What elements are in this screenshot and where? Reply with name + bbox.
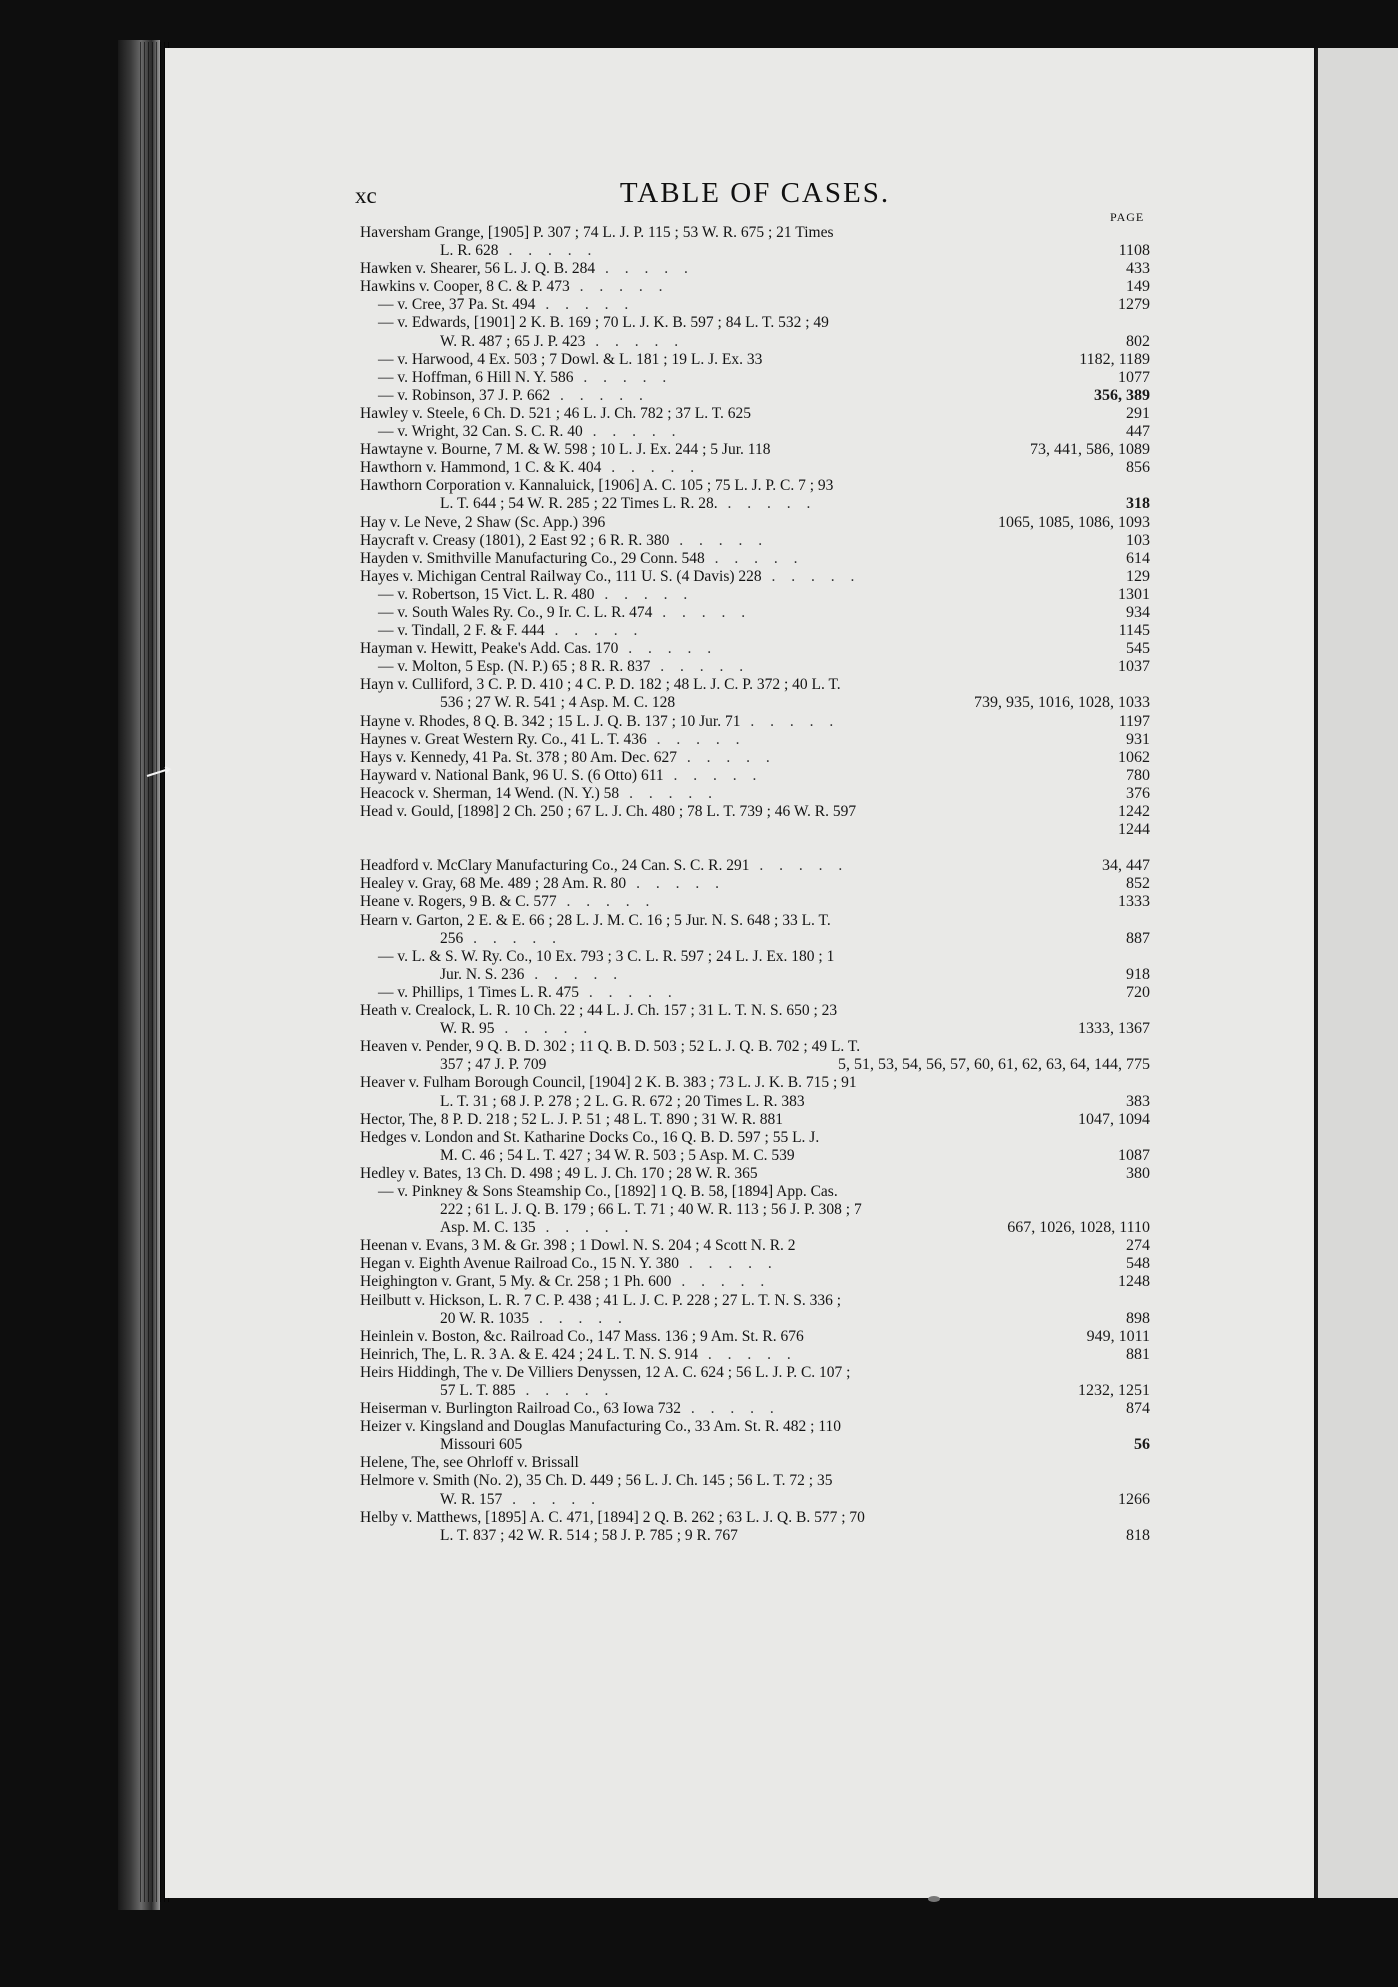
case-citation: — v. Robertson, 15 Vict. L. R. 480 . . . . . <box>378 585 694 603</box>
leader-dots: . . . . . <box>677 748 776 766</box>
page-reference: 1062 <box>1118 748 1150 766</box>
leader-dots: . . . . . <box>650 658 750 676</box>
case-citation: Hegan v. Eighth Avenue Railroad Co., 15 N. Y. 380 . . . . . <box>360 1255 778 1273</box>
page-reference: 1244 <box>1118 821 1150 839</box>
leader-dots: . . . . . <box>550 386 649 404</box>
leader-dots: . . . . . <box>535 1219 635 1237</box>
case-citation: 222 ; 61 L. J. Q. B. 179 ; 66 L. T. 71 ; 40 W. R. 113 ; 56 J. P. 308 ; 7 <box>440 1201 862 1219</box>
page-reference: 103 <box>1126 531 1150 549</box>
case-citation: Hawthorn Corporation v. Kannaluick, [1906] A. C. 105 ; 75 L. J. P. C. 7 ; 93 <box>360 477 834 495</box>
case-citation: Hector, The, 8 P. D. 218 ; 52 L. J. P. 51 ; 48 L. T. 890 ; 31 W. R. 881 <box>360 1110 784 1128</box>
case-citation: Heath v. Crealock, L. R. 10 Ch. 22 ; 44 L. J. Ch. 157 ; 31 L. T. N. S. 650 ; 23 <box>360 1002 838 1020</box>
leader-dots: . . . . . <box>749 857 849 875</box>
case-citation: L. R. 628 . . . . . <box>440 242 598 260</box>
folio-number: xc <box>355 183 377 208</box>
case-entry-line <box>360 1273 1150 1291</box>
case-entry-line <box>360 1472 1150 1490</box>
page-column-label: PAGE <box>1110 210 1145 224</box>
case-entry-line <box>360 1292 1150 1310</box>
case-entry-line <box>360 1527 1150 1545</box>
case-citation: L. T. 31 ; 68 J. P. 278 ; 2 L. G. R. 672 ; 20 Times L. R. 383 <box>440 1092 805 1110</box>
case-entry-line <box>360 568 1150 586</box>
case-entry-line <box>360 405 1150 423</box>
page-reference: 34, 447 <box>1102 857 1150 875</box>
page-reference: 874 <box>1126 1400 1150 1418</box>
scan-smudge <box>928 1896 940 1902</box>
page-reference: 447 <box>1126 423 1150 441</box>
case-entry-line <box>360 767 1150 785</box>
page-title: TABLE OF CASES. <box>619 177 891 209</box>
page-reference: 129 <box>1126 567 1150 585</box>
leader-dots: . . . . . <box>582 423 682 441</box>
page-reference: 380 <box>1126 1164 1150 1182</box>
case-citation: Hawkins v. Cooper, 8 C. & P. 473 . . . . . <box>360 278 669 296</box>
case-citation: — v. Pinkney & Sons Steamship Co., [1892] 1 Q. B. 58, [1894] App. Cas. <box>378 1182 838 1200</box>
leader-dots: . . . . . <box>585 332 685 350</box>
case-entry-line <box>360 1147 1150 1165</box>
case-citation: — v. Molton, 5 Esp. (N. P.) 65 ; 8 R. R. 837 . . . . . <box>378 658 750 676</box>
case-entry-line <box>360 803 1150 821</box>
leader-dots: . . . . . <box>669 531 769 549</box>
case-entry-line <box>360 586 1150 604</box>
page-reference: 1333 <box>1118 893 1150 911</box>
page-reference: 1197 <box>1118 712 1150 730</box>
case-entry-line <box>360 351 1150 369</box>
facing-page-edge <box>1318 48 1398 1898</box>
case-citation: Hedley v. Bates, 13 Ch. D. 498 ; 49 L. J. Ch. 170 ; 28 W. R. 365 <box>360 1164 758 1182</box>
page-reference: 1087 <box>1118 1146 1150 1164</box>
case-entry-line <box>360 1020 1150 1038</box>
leader-dots: . . . . . <box>671 1273 771 1291</box>
page-reference: 5, 51, 53, 54, 56, 57, 60, 61, 62, 63, 64, 144, 775 <box>838 1056 1150 1074</box>
leader-dots: . . . . . <box>463 929 562 947</box>
leader-dots: . . . . . <box>556 893 656 911</box>
page-reference: 1108 <box>1118 242 1150 260</box>
case-citation: Hayne v. Rhodes, 8 Q. B. 342 ; 15 L. J. Q. B. 137 ; 10 Jur. 71 . . . . . <box>360 712 840 730</box>
case-entry-line <box>360 1418 1150 1436</box>
case-entry-line <box>360 604 1150 622</box>
page-reference: 1248 <box>1118 1273 1150 1291</box>
case-citation: Heaver v. Fulham Borough Council, [1904] 2 K. B. 383 ; 73 L. J. K. B. 715 ; 91 <box>360 1074 857 1092</box>
case-citation: Heinrich, The, L. R. 3 A. & E. 424 ; 24 L. T. N. S. 914 . . . . . <box>360 1345 797 1363</box>
leader-dots: . . . . . <box>601 459 701 477</box>
page-reference: 291 <box>1126 404 1150 422</box>
case-entry-line <box>360 514 1150 532</box>
case-entry-line <box>360 1436 1150 1454</box>
leader-dots: . . . . . <box>619 784 718 802</box>
page-reference: 1242 <box>1118 803 1150 820</box>
page-reference: 934 <box>1126 603 1150 621</box>
case-entry-line <box>360 441 1150 459</box>
page-reference: 1037 <box>1118 658 1150 676</box>
leader-dots: . . . . . <box>595 260 694 278</box>
page-reference: 720 <box>1126 983 1150 1001</box>
case-entry-line <box>360 1400 1150 1418</box>
case-citation: Hayes v. Michigan Central Railway Co., 111 U. S. (4 Davis) 228 . . . . . <box>360 567 861 585</box>
case-entry-line <box>360 984 1150 1002</box>
case-citation: — v. L. & S. W. Ry. Co., 10 Ex. 793 ; 3 C. L. R. 597 ; 24 L. J. Ex. 180 ; 1 <box>378 947 835 965</box>
leader-dots: . . . . . <box>681 1400 780 1418</box>
page-reference: 1047, 1094 <box>1078 1110 1150 1128</box>
leader-dots: . . . . . <box>494 1020 594 1038</box>
page-reference: 1077 <box>1118 368 1150 386</box>
leader-dots: . . . . . <box>529 1309 628 1327</box>
leader-dots: . . . . . <box>502 1490 602 1508</box>
page-reference: 1232, 1251 <box>1078 1382 1150 1399</box>
case-entry-line <box>360 1074 1150 1092</box>
case-citation: Hawtayne v. Bourne, 7 M. & W. 598 ; 10 L. J. Ex. 244 ; 5 Jur. 118 <box>360 441 771 459</box>
page-reference: 780 <box>1126 766 1150 784</box>
case-citation: Hawthorn v. Hammond, 1 C. & K. 404 . . . . . <box>360 459 701 477</box>
case-entry-line <box>360 314 1150 332</box>
page-reference: 56 <box>1134 1436 1150 1454</box>
case-citation: 57 L. T. 885 . . . . . <box>440 1382 615 1399</box>
leader-dots: . . . . . <box>663 766 763 784</box>
spacer <box>360 839 1150 857</box>
page-reference: 614 <box>1126 549 1150 567</box>
case-citation: Head v. Gould, [1898] 2 Ch. 250 ; 67 L. J. Ch. 480 ; 78 L. T. 739 ; 46 W. R. 597 <box>360 803 857 820</box>
leader-dots: . . . . . <box>535 296 635 314</box>
case-citation: Heacock v. Sherman, 14 Wend. (N. Y.) 58 . . . . . <box>360 784 718 802</box>
page-reference: 545 <box>1126 640 1150 658</box>
case-citation: Jur. N. S. 236 . . . . . <box>440 965 624 983</box>
page-reference: 898 <box>1126 1309 1150 1327</box>
case-citation: Hays v. Kennedy, 41 Pa. St. 378 ; 80 Am. Dec. 627 . . . . . <box>360 748 776 766</box>
leader-dots: . . . . . <box>626 875 725 893</box>
case-citation: Heenan v. Evans, 3 M. & Gr. 398 ; 1 Dowl. N. S. 204 ; 4 Scott N. R. 2 <box>360 1237 796 1255</box>
page-reference: 356, 389 <box>1094 386 1150 404</box>
case-citation: Haycraft v. Creasy (1801), 2 East 92 ; 6 R. R. 380 . . . . . <box>360 531 769 549</box>
case-entry-line <box>360 1346 1150 1364</box>
page-reference: 1301 <box>1118 585 1150 603</box>
case-entry-line <box>360 1237 1150 1255</box>
case-citation: Hawley v. Steele, 6 Ch. D. 521 ; 46 L. J. Ch. 782 ; 37 L. T. 625 <box>360 404 752 422</box>
case-entry-line <box>360 369 1150 387</box>
case-citation: Asp. M. C. 135 . . . . . <box>440 1219 635 1237</box>
case-citation: Missouri 605 <box>440 1436 523 1454</box>
case-citation: — v. Phillips, 1 Times L. R. 475 . . . . . <box>378 983 678 1001</box>
case-citation: Healey v. Gray, 68 Me. 489 ; 28 Am. R. 80 . . . . . <box>360 875 725 893</box>
case-entry-line <box>360 1002 1150 1020</box>
case-citation: Heane v. Rogers, 9 B. & C. 577 . . . . . <box>360 893 656 911</box>
page-reference: 667, 1026, 1028, 1110 <box>1007 1219 1150 1237</box>
case-citation: Hayman v. Hewitt, Peake's Add. Cas. 170 . . . . . <box>360 640 718 658</box>
margin-mark-icon <box>145 766 175 778</box>
leader-dots: . . . . . <box>544 622 644 640</box>
page-reference: 318 <box>1126 495 1150 513</box>
case-entry-line <box>360 694 1150 712</box>
case-entry-line <box>360 857 1150 875</box>
page-reference: 802 <box>1126 332 1150 350</box>
case-entry-line <box>360 224 1150 242</box>
page-reference: 931 <box>1126 730 1150 748</box>
page-reference: 383 <box>1126 1092 1150 1110</box>
case-entry-line <box>360 1165 1150 1183</box>
case-citation: W. R. 487 ; 65 J. P. 423 . . . . . <box>440 332 685 350</box>
case-entry-line <box>360 893 1150 911</box>
case-citation: 357 ; 47 J. P. 709 <box>440 1056 547 1074</box>
page-reference: 1266 <box>1118 1490 1150 1508</box>
case-citation: — v. South Wales Ry. Co., 9 Ir. C. L. R. 474 . . . . . <box>378 603 752 621</box>
leader-dots: . . . . . <box>717 495 817 513</box>
case-entry-line <box>360 550 1150 568</box>
case-citation: Helmore v. Smith (No. 2), 35 Ch. D. 449 ; 56 L. J. Ch. 145 ; 56 L. T. 72 ; 35 <box>360 1472 833 1490</box>
case-entry-line <box>360 242 1150 260</box>
case-citation: Hedges v. London and St. Katharine Docks Co., 16 Q. B. D. 597 ; 55 L. J. <box>360 1128 820 1146</box>
case-entry-line <box>360 1129 1150 1147</box>
case-citation: 536 ; 27 W. R. 541 ; 4 Asp. M. C. 128 <box>440 694 676 712</box>
page-reference: 881 <box>1126 1345 1150 1363</box>
case-entry-line <box>360 640 1150 658</box>
case-citation: Heiserman v. Burlington Railroad Co., 63 Iowa 732 . . . . . <box>360 1400 780 1418</box>
case-citation: Heighington v. Grant, 5 My. & Cr. 258 ; 1 Ph. 600 . . . . . <box>360 1273 771 1291</box>
case-entry-line <box>360 1364 1150 1382</box>
case-citation: Heirs Hiddingh, The v. De Villiers Denyssen, 12 A. C. 624 ; 56 L. J. P. C. 107 ; <box>360 1363 851 1381</box>
page-reference: 149 <box>1126 278 1150 296</box>
page-reference: 739, 935, 1016, 1028, 1033 <box>974 694 1150 712</box>
page-reference: 852 <box>1126 875 1150 893</box>
case-entry-line <box>360 1509 1150 1527</box>
case-entry-line <box>360 387 1150 405</box>
case-entry-line <box>360 676 1150 694</box>
case-citation: Hearn v. Garton, 2 E. & E. 66 ; 28 L. J. M. C. 16 ; 5 Jur. N. S. 648 ; 33 L. T. <box>360 911 831 929</box>
case-citation: Hawken v. Shearer, 56 L. J. Q. B. 284 . . . . . <box>360 260 694 278</box>
cases-list <box>360 224 1150 1545</box>
case-citation: Headford v. McClary Manufacturing Co., 24 Can. S. C. R. 291 . . . . . <box>360 857 849 875</box>
case-entry-line <box>360 749 1150 767</box>
case-entry-line <box>360 930 1150 948</box>
case-citation: — v. Tindall, 2 F. & F. 444 . . . . . <box>378 622 644 640</box>
case-entry-line <box>360 875 1150 893</box>
case-citation: Helby v. Matthews, [1895] A. C. 471, [1894] 2 Q. B. 262 ; 63 L. J. Q. B. 577 ; 70 <box>360 1508 865 1526</box>
leader-dots: . . . . . <box>498 242 598 260</box>
case-entry-line <box>360 1310 1150 1328</box>
case-entry-line <box>360 713 1150 731</box>
case-entry-line <box>360 1111 1150 1129</box>
case-citation: Haversham Grange, [1905] P. 307 ; 74 L. J. P. 115 ; 53 W. R. 675 ; 21 Times <box>360 224 834 241</box>
page-reference: 1182, 1189 <box>1079 350 1150 368</box>
case-entry-line <box>360 912 1150 930</box>
page-reference: 1145 <box>1118 622 1150 640</box>
case-entry-line <box>360 1255 1150 1273</box>
page-reference: 73, 441, 586, 1089 <box>1030 441 1150 459</box>
case-citation: Hayn v. Culliford, 3 C. P. D. 410 ; 4 C. P. D. 182 ; 48 L. J. C. P. 372 ; 40 L. T. <box>360 676 841 694</box>
case-entry-line <box>360 1093 1150 1111</box>
case-citation: — v. Cree, 37 Pa. St. 494 . . . . . <box>378 296 635 314</box>
case-citation: Heilbutt v. Hickson, L. R. 7 C. P. 438 ; 41 L. J. C. P. 228 ; 27 L. T. N. S. 336 ; <box>360 1291 842 1309</box>
case-entry-line <box>360 821 1150 839</box>
case-entry-line <box>360 333 1150 351</box>
leader-dots: . . . . . <box>573 368 673 386</box>
leader-dots: . . . . . <box>618 640 718 658</box>
case-entry-line <box>360 1183 1150 1201</box>
leader-dots: . . . . . <box>524 965 624 983</box>
leader-dots: . . . . . <box>740 712 840 730</box>
case-citation: — v. Robinson, 37 J. P. 662 . . . . . <box>378 386 649 404</box>
page-reference: 274 <box>1126 1237 1150 1255</box>
case-citation: Hayward v. National Bank, 96 U. S. (6 Otto) 611 . . . . . <box>360 766 763 784</box>
case-entry-line <box>360 1382 1150 1400</box>
case-entry-line <box>360 948 1150 966</box>
leader-dots: . . . . . <box>679 1255 778 1273</box>
page-reference: 1279 <box>1118 296 1150 314</box>
running-head <box>355 175 1155 215</box>
case-entry-line <box>360 260 1150 278</box>
case-citation: 256 . . . . . <box>440 929 562 947</box>
case-entry-line <box>360 1056 1150 1074</box>
leader-dots: . . . . . <box>704 549 804 567</box>
case-entry-line <box>360 278 1150 296</box>
page-reference: 949, 1011 <box>1086 1327 1150 1345</box>
page-reference: 818 <box>1126 1526 1150 1544</box>
leader-dots: . . . . . <box>578 983 678 1001</box>
page-reference: 887 <box>1126 929 1150 947</box>
case-entry-line <box>360 1038 1150 1056</box>
case-citation: Hay v. Le Neve, 2 Shaw (Sc. App.) 396 <box>360 513 606 531</box>
page-reference: 433 <box>1126 260 1150 278</box>
leader-dots: . . . . . <box>646 730 746 748</box>
case-citation: Heaven v. Pender, 9 Q. B. D. 302 ; 11 Q. B. D. 503 ; 52 L. J. Q. B. 702 ; 49 L. T. <box>360 1038 861 1056</box>
case-citation: Helene, The, see Ohrloff v. Brissall <box>360 1454 579 1472</box>
leader-dots: . . . . . <box>697 1345 797 1363</box>
case-citation: L. T. 837 ; 42 W. R. 514 ; 58 J. P. 785 ; 9 R. 767 <box>440 1526 738 1544</box>
page-reference: 1333, 1367 <box>1078 1020 1150 1038</box>
case-citation: 20 W. R. 1035 . . . . . <box>440 1309 628 1327</box>
case-entry-line <box>360 731 1150 749</box>
case-entry-line <box>360 296 1150 314</box>
case-entry-line <box>360 532 1150 550</box>
case-entry-line <box>360 622 1150 640</box>
case-entry-line <box>360 423 1150 441</box>
case-entry-line <box>360 966 1150 984</box>
page-reference: 376 <box>1126 784 1150 802</box>
case-entry-line <box>360 495 1150 513</box>
case-entry-line <box>360 1219 1150 1237</box>
case-citation: W. R. 157 . . . . . <box>440 1490 602 1508</box>
case-entry-line <box>360 1328 1150 1346</box>
case-entry-line <box>360 1491 1150 1509</box>
page-reference: 548 <box>1126 1255 1150 1273</box>
case-citation: — v. Edwards, [1901] 2 K. B. 169 ; 70 L. J. K. B. 597 ; 84 L. T. 532 ; 49 <box>378 314 829 332</box>
case-citation: — v. Hoffman, 6 Hill N. Y. 586 . . . . . <box>378 368 673 386</box>
case-entry-line <box>360 785 1150 803</box>
case-entry-line <box>360 1201 1150 1219</box>
leader-dots: . . . . . <box>569 278 669 296</box>
page-reference: 1065, 1085, 1086, 1093 <box>998 513 1150 531</box>
case-citation: — v. Wright, 32 Can. S. C. R. 40 . . . . . <box>378 423 682 441</box>
case-citation: M. C. 46 ; 54 L. T. 427 ; 34 W. R. 503 ; 5 Asp. M. C. 539 <box>440 1146 795 1164</box>
case-citation: Heizer v. Kingsland and Douglas Manufacturing Co., 33 Am. St. R. 482 ; 110 <box>360 1418 842 1436</box>
leader-dots: . . . . . <box>652 603 752 621</box>
leader-dots: . . . . . <box>515 1382 615 1399</box>
case-entry-line <box>360 1454 1150 1472</box>
case-citation: W. R. 95 . . . . . <box>440 1020 594 1038</box>
case-citation: L. T. 644 ; 54 W. R. 285 ; 22 Times L. R. 28. . . . . . <box>440 495 817 513</box>
case-citation: Heinlein v. Boston, &c. Railroad Co., 147 Mass. 136 ; 9 Am. St. R. 676 <box>360 1327 804 1345</box>
case-citation: — v. Harwood, 4 Ex. 503 ; 7 Dowl. & L. 181 ; 19 L. J. Ex. 33 <box>378 350 763 368</box>
case-citation: Haynes v. Great Western Ry. Co., 41 L. T. 436 . . . . . <box>360 730 746 748</box>
case-citation: Hayden v. Smithville Manufacturing Co., 29 Conn. 548 . . . . . <box>360 549 804 567</box>
case-entry-line <box>360 477 1150 495</box>
case-entry-line <box>360 658 1150 676</box>
page-reference: 918 <box>1126 965 1150 983</box>
leader-dots: . . . . . <box>761 567 861 585</box>
leader-dots: . . . . . <box>594 585 694 603</box>
case-entry-line <box>360 459 1150 477</box>
page-reference: 856 <box>1126 459 1150 477</box>
